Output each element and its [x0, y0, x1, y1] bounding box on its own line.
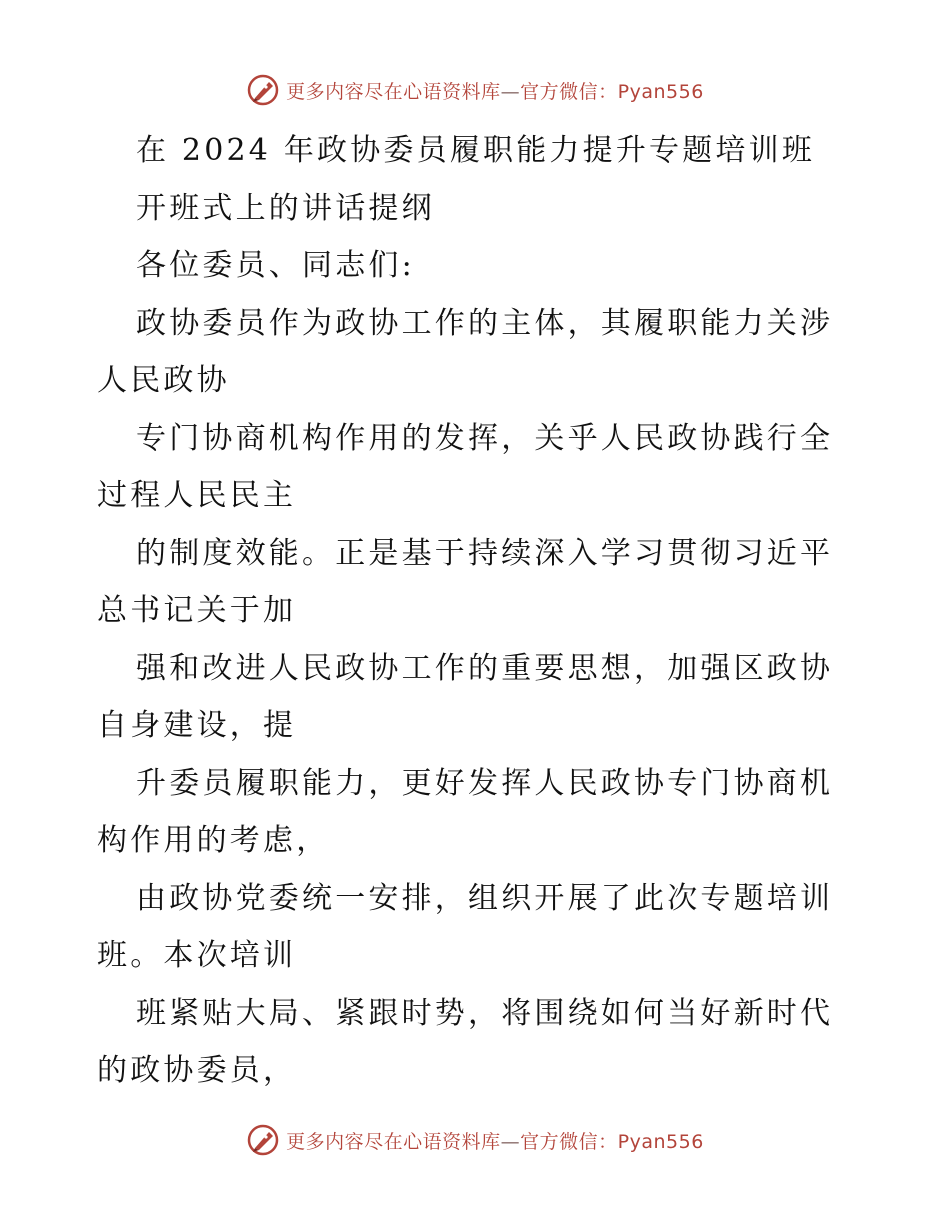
- watermark-inner: [246, 73, 704, 107]
- pen-logo-icon: [246, 1123, 280, 1157]
- paragraph-line: 自身建设，提: [97, 708, 297, 743]
- document-body: [97, 122, 857, 1100]
- watermark-main-text: 更多内容尽在心语资料库: [286, 80, 501, 103]
- paragraph-line: 各位委员、同志们:: [136, 248, 415, 283]
- paragraph-line: 人民政协: [97, 363, 230, 398]
- watermark-contact-text: 官方微信：Pyan556: [520, 80, 704, 103]
- paragraph-line: 班。本次培训: [97, 938, 297, 973]
- paragraph-line: 的制度效能。正是基于持续深入学习贯彻习近平: [136, 535, 834, 571]
- paragraph-line: 的政协委员，: [97, 1053, 297, 1088]
- paragraph-line: 开班式上的讲话提纲: [136, 190, 435, 226]
- watermark-separator: —: [500, 1130, 521, 1153]
- watermark-text: [286, 77, 704, 104]
- footer-watermark-banner: [0, 1120, 950, 1160]
- paragraph-line: 在 2024 年政协委员履职能力提升专题培训班: [136, 133, 816, 168]
- paragraph-line: 专门协商机构作用的发挥，关乎人民政协践行全: [136, 420, 834, 456]
- watermark-text: [286, 1127, 704, 1154]
- watermark-inner: [246, 1123, 704, 1157]
- paragraph-line: 过程人民民主: [97, 478, 297, 513]
- paragraph-line: 班紧贴大局、紧跟时势，将围绕如何当好新时代: [136, 995, 834, 1031]
- header-watermark-banner: [0, 70, 950, 110]
- watermark-main-text: 更多内容尽在心语资料库: [286, 1130, 501, 1153]
- paragraph-line: 政协委员作为政协工作的主体，其履职能力关涉: [136, 305, 834, 341]
- paragraph-line: 总书记关于加: [97, 593, 297, 628]
- paragraph-line: 升委员履职能力，更好发挥人民政协专门协商机: [136, 765, 834, 801]
- watermark-contact-text: 官方微信：Pyan556: [520, 1130, 704, 1153]
- paragraph-line: 由政协党委统一安排，组织开展了此次专题培训: [136, 880, 834, 916]
- watermark-separator: —: [500, 80, 521, 103]
- paragraph-line: 构作用的考虑，: [97, 823, 330, 858]
- pen-logo-icon: [246, 73, 280, 107]
- paragraph-line: 强和改进人民政协工作的重要思想，加强区政协: [136, 650, 834, 686]
